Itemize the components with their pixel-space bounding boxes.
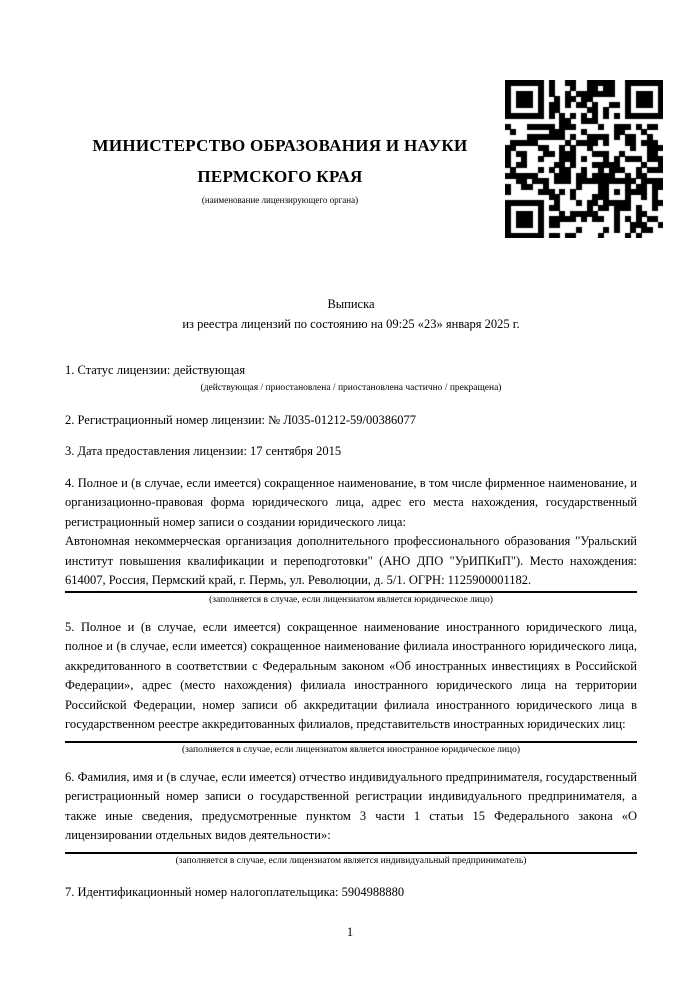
qr-code — [505, 80, 663, 238]
section-foreign-entity-text: 5. Полное и (в случае, если имеется) сокращенное наименование иностранного юридического лица, полное и (в случае, если имеется) сокращенное наименование филиала иностранного юридического лица, аккредитованного в соответствии с Федеральным законом «Об иностранных инвестициях в Российской Федерации», адрес (место нахождения) филиала иностранного юридического лица на территории Российской Федерации, номер записи об аккредитации филиала иностранного юридического лица в государственном реестре аккредитованных филиалов, представительств иностранных юридических лиц: — [65, 619, 637, 731]
licensing-authority-block — [65, 80, 495, 207]
document-header — [65, 80, 637, 238]
ministry-name — [65, 130, 495, 192]
section-legal-entity — [65, 474, 637, 608]
document-title-line2: из реестра лицензий по состоянию на 09:25 «23» января 2025 г. — [182, 316, 520, 331]
section-grant-date: 3. Дата предоставления лицензии: 17 сентября 2015 — [65, 444, 342, 458]
section-legal-entity-text: 4. Полное и (в случае, если имеется) сокращенное наименование, в том числе фирменное наименование, и организационно-правовая форма юридического лица, адрес его места нахождения, государственный регистрационный номер записи о создании юридического лица: — [65, 475, 637, 529]
section-individual-entrepreneur — [65, 768, 637, 869]
section-legal-entity-value: Автономная некоммерческая организация дополнительного профессионального образования "Уральский институт повышения квалификации и переподготовки" (АНО ДПО "УрИПКиП"). Место нахождения: 614007, Россия, Пермский край, г. Пермь, ул. Революции, д. 5/1. ОГРН: 1125900001182. — [65, 534, 637, 587]
ministry-name-line1: МИНИСТЕРСТВО ОБРАЗОВАНИЯ И НАУКИ — [92, 136, 468, 155]
document-title — [65, 295, 637, 334]
page-number: 1 — [346, 924, 354, 939]
qr-code-image — [505, 80, 663, 238]
section-taxpayer-number: 7. Идентификационный номер налогоплательщика: 5904988880 — [65, 884, 405, 899]
section-license-status: 1. Статус лицензии: действующая — [65, 363, 246, 377]
ministry-name-line2: ПЕРМСКОГО КРАЯ — [197, 167, 363, 186]
section-license-status-note: (действующая / приостановлена / приостановлена частично / прекращена) — [200, 382, 502, 393]
document-title-line1: Выписка — [327, 297, 375, 311]
section-individual-entrepreneur-text: 6. Фамилия, имя и (в случае, если имеется) отчество индивидуального предпринимателя, государственный регистрационный номер записи о государственной регистрации индивидуального предпринимателя, а также иные сведения, предусмотренные пунктом 3 части 1 статьи 15 Федерального закона «О лицензировании отдельных видов деятельности»: — [65, 769, 637, 842]
section-foreign-entity-note: (заполняется в случае, если лицензиатом является иностранное юридическое лицо) — [182, 744, 520, 755]
section-individual-entrepreneur-note: (заполняется в случае, если лицензиатом является индивидуальный предприниматель) — [175, 855, 527, 866]
licensing-authority-caption: (наименование лицензирующего органа) — [201, 195, 359, 205]
section-registration-number: 2. Регистрационный номер лицензии: № Л035-01212-59/00386077 — [65, 412, 416, 427]
section-foreign-entity — [65, 618, 637, 758]
section-legal-entity-note: (заполняется в случае, если лицензиатом является юридическое лицо) — [209, 594, 493, 605]
